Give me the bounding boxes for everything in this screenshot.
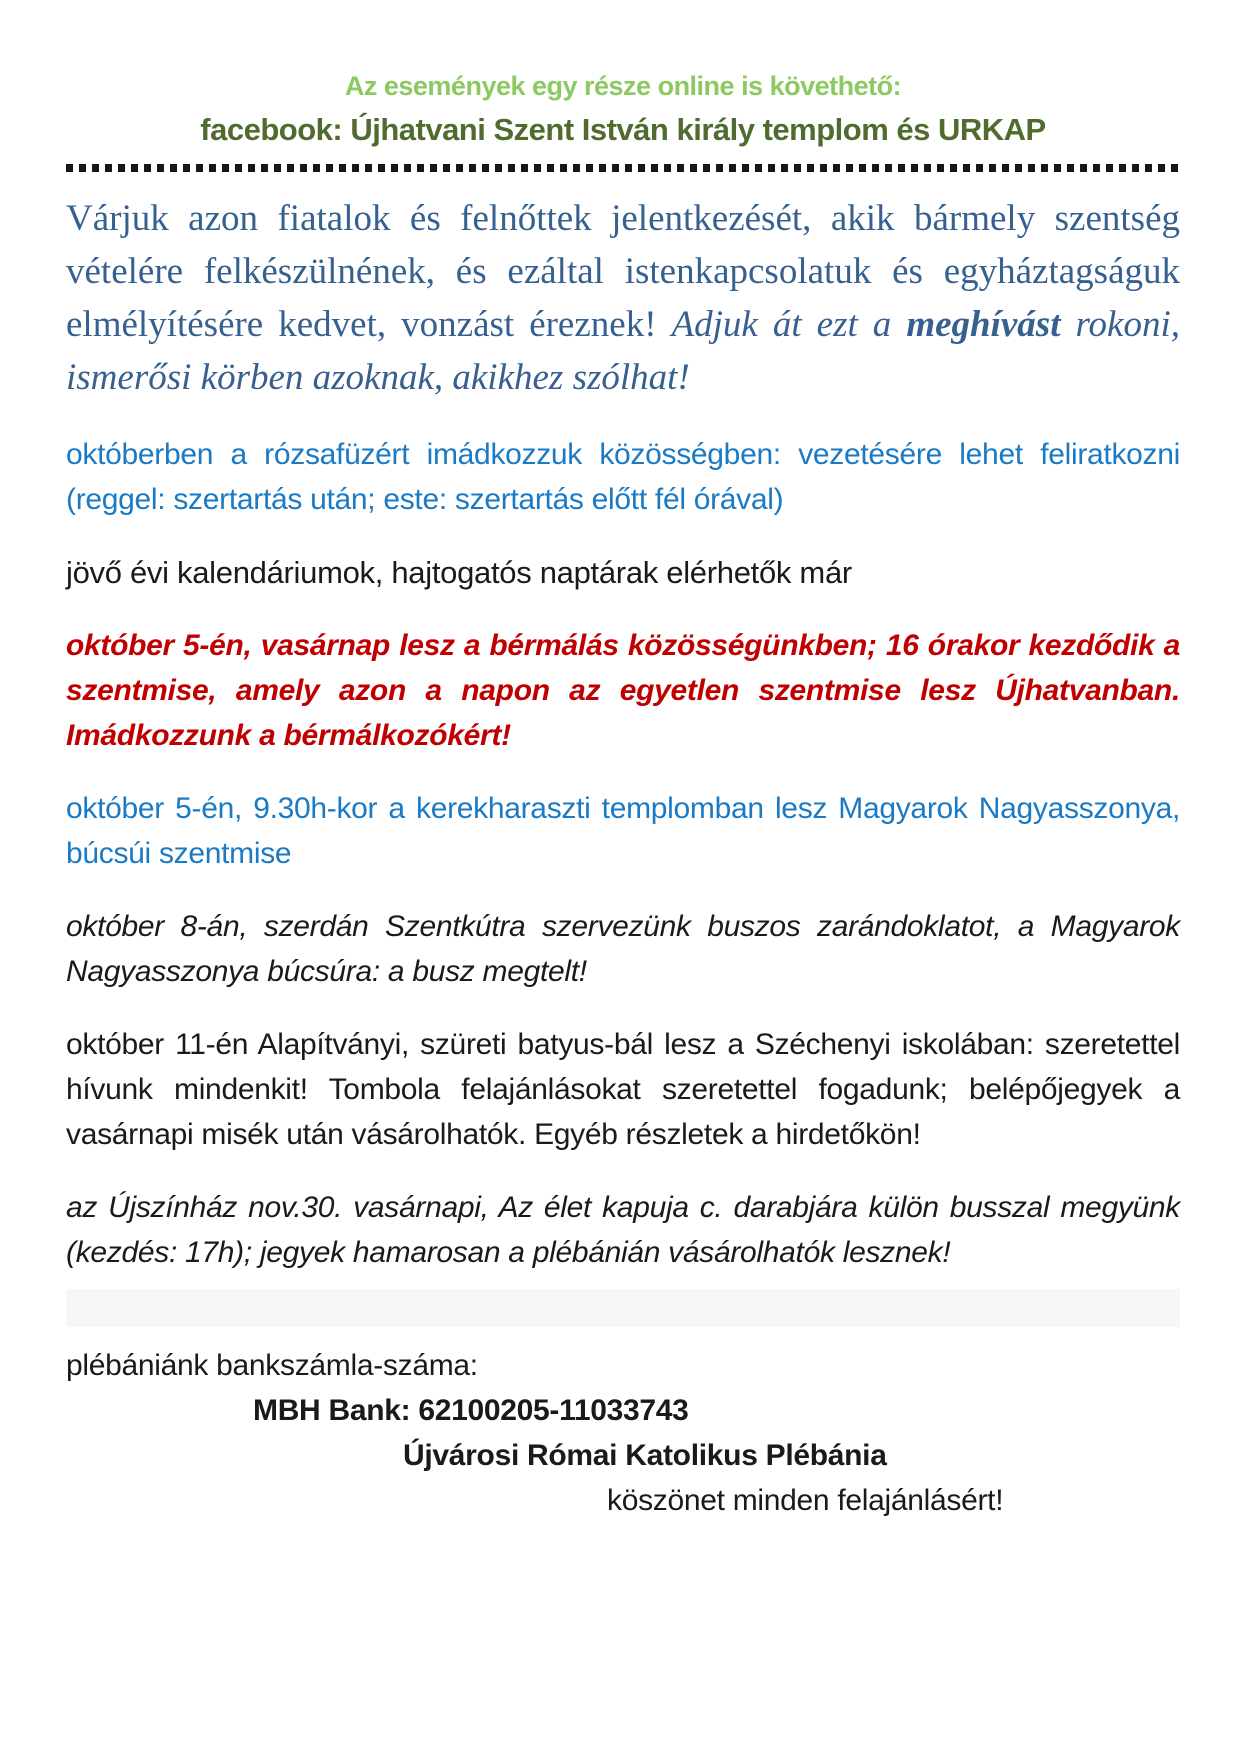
- bank-account-owner: Újvárosi Római Katolikus Plébánia: [403, 1439, 887, 1472]
- text-run: meghívást: [906, 304, 1061, 345]
- highlight-band: [66, 1289, 1180, 1327]
- facebook-page-title: facebook: Újhatvani Szent István király templom és URKAP: [200, 112, 1046, 147]
- szentkut-pilgrimage-announcement: október 8-án, szerdán Szentkútra szervezünk buszos zarándoklatot, a Magyarok Nagyasszonya búcsúra: a busz megtelt!: [66, 910, 1180, 988]
- dotted-divider: [66, 164, 1180, 172]
- bank-thanks-note: köszönet minden felajánlásért!: [607, 1484, 1004, 1517]
- intro-paragraph: [66, 192, 1180, 404]
- confirmation-mass-announcement: október 5-én, vasárnap lesz a bérmálás közösségünkben; 16 órakor kezdődik a szentmise, amely azon a napon az egyetlen szentmise lesz Újhatvanban. Imádkozzunk a bérmálkozókért!: [66, 629, 1180, 752]
- bank-section: [66, 1343, 1180, 1523]
- text-run: Adjuk át ezt a: [671, 304, 907, 345]
- kerekharaszt-mass-announcement: október 5-én, 9.30h-kor a kerekharaszti templomban lesz Magyarok Nagyasszonya, búcsúi szentmise: [66, 792, 1180, 870]
- calendar-announcement: jövő évi kalendáriumok, hajtogatós naptárak elérhetők már: [66, 555, 852, 590]
- harvest-ball-announcement: október 11-én Alapítványi, szüreti batyus-bál lesz a Széchenyi iskolában: szeretettel hívunk mindenkit! Tombola felajánlásokat szeretettel fogadunk; belépőjegyek a vasárnapi misék után vásárolhatók. Egyéb részletek a hirdetőkön!: [66, 1028, 1180, 1151]
- bank-account-label: plébániánk bankszámla-száma:: [66, 1349, 478, 1382]
- rosary-announcement: októberben a rózsafüzért imádkozzuk közösségben: vezetésére lehet feliratkozni (reggel: szertartás után; este: szertartás előtt fél órával): [66, 438, 1180, 516]
- online-followable-header: Az események egy része online is követhető:: [344, 71, 902, 101]
- bank-account-number: MBH Bank: 62100205-11033743: [253, 1394, 689, 1427]
- text-run: Várjuk azon fiatalok és felnőttek jelentkezését, akik bármely szentség vételére felkészülnének, és ezáltal istenkapcsolatuk és egyháztagságuk elmélyítésére kedvet, vonzást éreznek!: [66, 198, 1180, 345]
- text-run: rokoni, ismerősi körben azoknak, akikhez szólhat!: [66, 304, 1180, 398]
- theatre-trip-announcement: az Újszínház nov.30. vasárnapi, Az élet kapuja c. darabjára külön busszal megyünk (kezdés: 17h); jegyek hamarosan a plébánián vásárolhatók lesznek!: [66, 1191, 1180, 1269]
